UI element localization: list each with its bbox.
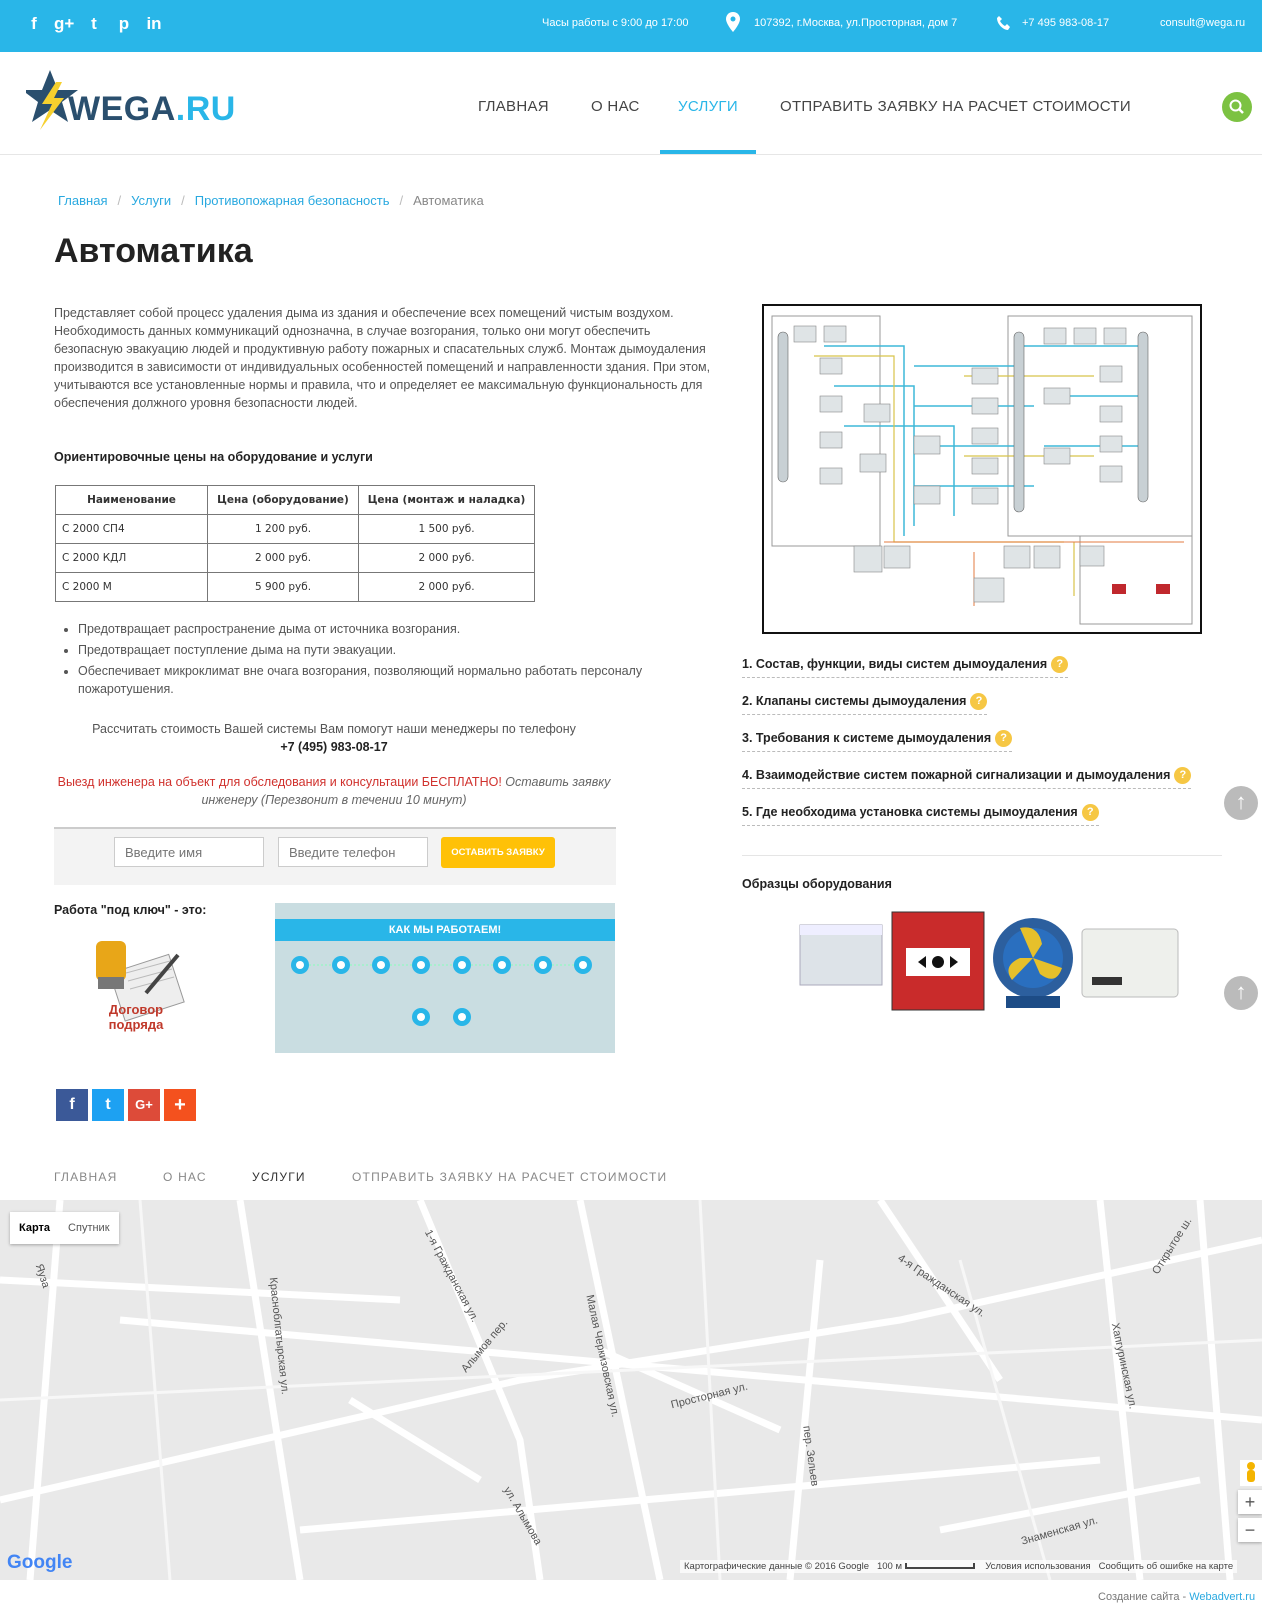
intro-text: Представляет собой процесс удаления дыма из здания и обеспечение всех помещений чистым воздухом. Необходимость данных коммуникаций однозначна, в случае возгорания, только они могут обеспечить безопасную эвакуацию людей и продуктивную работу пожарных и спасательных служб. Монтаж дымоудаления производится в зависимости от индивидуальных особенностей помещений и направленности здания. При этом, учитываются все установленные нормы и правила, что и определяет ее максимальную функциональность для обеспечения должного уровня безопасности людей. [54,306,711,410]
contract-label: Договор подряда [108,1002,164,1032]
map-type-map[interactable]: Карта [19,1222,51,1234]
how-we-work-title: КАК МЫ РАБОТАЕМ! [275,919,615,941]
sample-axial-fan-image[interactable] [990,910,1076,1012]
logo[interactable] [26,68,236,138]
sample-s2000-sp4-image[interactable] [1078,925,1182,1001]
question-icon: ? [1174,767,1191,784]
phone-link[interactable]: +7 495 983-08-17 [1022,17,1110,29]
list-item: • Предотвращает поступление дыма на пути эвакуации. [78,641,728,659]
prices-table [55,485,535,602]
map-copyright: Картографические данные © 2016 Google [684,1561,870,1572]
twitter-icon[interactable]: t [91,14,97,33]
smoke-removal-schema-image [762,304,1202,634]
faq-item-5[interactable]: 5. Где необходима установка системы дымоудаления ? [742,804,1099,826]
table-cell: 1 500 руб. [359,515,535,544]
map-terms-link[interactable]: Условия использования [985,1561,1091,1572]
process-steps-icon [275,903,615,1053]
faq-item-1[interactable]: 1. Состав, функции, виды систем дымоудаления ? [742,656,1068,678]
nav-services[interactable]: УСЛУГИ [678,98,738,115]
breadcrumb: Главная / Услуги / Противопожарная безопасность / Автоматика [58,193,484,208]
share-twitter-button[interactable]: t [92,1089,124,1121]
map-label: Яуза [32,1262,52,1290]
map-label: Хапгуринская ул. [1108,1321,1139,1411]
google-logo: Google [7,1552,73,1573]
share-more-button[interactable]: + [164,1089,196,1121]
site-credit: Создание сайта - Webadvert.ru [1098,1591,1256,1603]
callback-form [54,827,616,885]
calc-text: Рассчитать стоимость Вашей системы Вам помогут наши менеджеры по телефону [92,722,576,736]
top-bar [0,0,1262,52]
nav-active-indicator [660,150,756,154]
search-button[interactable] [1222,92,1252,122]
table-cell: С 2000 КДЛ [56,544,208,573]
linkedin-icon[interactable]: in [146,14,162,33]
table-cell: 5 900 руб. [208,573,359,602]
calc-phone[interactable]: +7 (495) 983-08-17 [280,740,388,754]
address: 107392, г.Москва, ул.Просторная, дом 7 [754,17,958,29]
footer-nav-about[interactable]: О НАС [163,1170,207,1184]
map-type-toggle [10,1212,119,1244]
nav-about[interactable]: О НАС [591,98,640,115]
google-map[interactable] [0,1200,1262,1580]
table-row [56,515,535,544]
map-label: Малая Черкизовская ул. [583,1293,622,1419]
phone-input[interactable] [278,837,428,867]
breadcrumb-home[interactable]: Главная [58,193,108,208]
question-icon: ? [995,730,1012,747]
breadcrumb-fire-safety[interactable]: Противопожарная безопасность [194,193,390,208]
google-plus-icon[interactable]: g+ [54,14,75,33]
faq-item-3[interactable]: 3. Требования к системе дымоудаления ? [742,730,1012,752]
scroll-up-button[interactable]: ↑ [1224,976,1258,1010]
col-header: Цена (оборудование) [208,486,359,515]
list-item: • Предотвращает распространение дыма от источника возгорания. [78,620,728,638]
map-label: Знаменская ул. [1019,1514,1100,1548]
table-cell: 2 000 руб. [359,573,535,602]
how-we-work-infographic [275,903,615,1053]
submit-request-button[interactable]: ОСТАВИТЬ ЗАЯВКУ [441,837,555,868]
map-scale: 100 м [876,1561,903,1572]
map-label: Красноблгатырская ул. [266,1276,291,1396]
list-item: • Обеспечивает микроклимат вне очага возгорания, позволяющий нормально работать персоналу пожаротушения. [78,662,728,698]
search-icon [1222,92,1252,122]
street-view-pegman-icon[interactable] [1240,1460,1262,1486]
email-link[interactable]: consult@wega.ru [1160,17,1246,29]
table-row [56,573,535,602]
footer-nav-request-quote[interactable]: ОТПРАВИТЬ ЗАЯВКУ НА РАСЧЕТ СТОИМОСТИ [352,1170,668,1184]
name-input[interactable] [114,837,264,867]
samples-title: Образцы оборудования [742,877,892,891]
schema-diagram-icon [764,306,1200,632]
facebook-icon[interactable]: f [31,14,37,33]
map-report-link[interactable]: Сообщить об ошибке на карте [1098,1561,1234,1572]
breadcrumb-services[interactable]: Услуги [131,193,172,208]
map-label: пер. Зельев [800,1425,821,1487]
phone-icon [996,15,1012,31]
benefits-list [78,620,728,701]
table-cell: 1 200 руб. [208,515,359,544]
share-google-plus-button[interactable]: G+ [128,1089,160,1121]
breadcrumb-current: Автоматика [413,193,484,208]
sample-manual-call-point-image[interactable] [890,910,986,1012]
col-header: Цена (монтаж и наладка) [359,486,535,515]
map-label: Просторная ул. [669,1380,750,1412]
question-icon: ? [1051,656,1068,673]
turnkey-title: Работа "под ключ" - это: [54,903,207,917]
calc-note [54,720,614,756]
table-cell: С 2000 СП4 [56,515,208,544]
col-header: Наименование [56,486,208,515]
map-label: Открытое ш. [1150,1215,1195,1277]
question-icon: ? [970,693,987,710]
nav-request-quote[interactable]: ОТПРАВИТЬ ЗАЯВКУ НА РАСЧЕТ СТОИМОСТИ [780,98,1131,115]
divider [742,855,1222,856]
prices-title: Ориентировочные цены на оборудование и услуги [54,450,373,464]
map-label: 1-я Гражданская ул. [421,1227,481,1325]
footer-nav-services[interactable]: УСЛУГИ [252,1170,306,1184]
location-pin-icon [726,12,740,32]
header [0,52,1262,155]
pinterest-icon[interactable]: p [118,14,130,33]
nav-home[interactable]: ГЛАВНАЯ [478,98,549,115]
page-title: Автоматика [54,232,253,270]
map-type-satellite[interactable]: Спутник [68,1222,110,1234]
table-cell: 2 000 руб. [208,544,359,573]
question-icon: ? [1082,804,1099,821]
faq-item-4[interactable]: 4. Взаимодействие систем пожарной сигнализации и дымоудаления ? [742,767,1191,789]
engineer-offer [54,773,614,809]
offer-free-text: Выезд инженера на объект для обследования и консультации БЕСПЛАТНО! [57,775,502,789]
zoom-in-button[interactable]: + [1238,1490,1262,1514]
table-row [56,544,535,573]
working-hours: Часы работы с 9:00 до 17:00 [542,17,689,29]
offer-request-link[interactable]: Оставить заявку инженеру (Перезвонит в течении 10 минут) [201,775,611,807]
map-label: 4-я Гражданская ул. [895,1252,988,1320]
table-cell: 2 000 руб. [359,544,535,573]
map-label: ул. Алымова [501,1484,544,1548]
table-header-row [56,486,535,515]
zoom-out-button[interactable]: − [1238,1518,1262,1542]
logo-text: WEGA.RU [68,90,236,128]
scroll-up-button[interactable]: ↑ [1224,786,1258,820]
credit-link[interactable]: Webadvert.ru [1189,1591,1256,1603]
map-attribution [680,1560,1237,1573]
social-links [24,14,164,34]
footer-nav-home[interactable]: ГЛАВНАЯ [54,1170,118,1184]
sample-controller-image[interactable] [796,913,886,997]
table-cell: С 2000 М [56,573,208,602]
faq-item-2[interactable]: 2. Клапаны системы дымоудаления ? [742,693,987,715]
map-label: Алымов пер. [459,1317,511,1375]
share-facebook-button[interactable]: f [56,1089,88,1121]
